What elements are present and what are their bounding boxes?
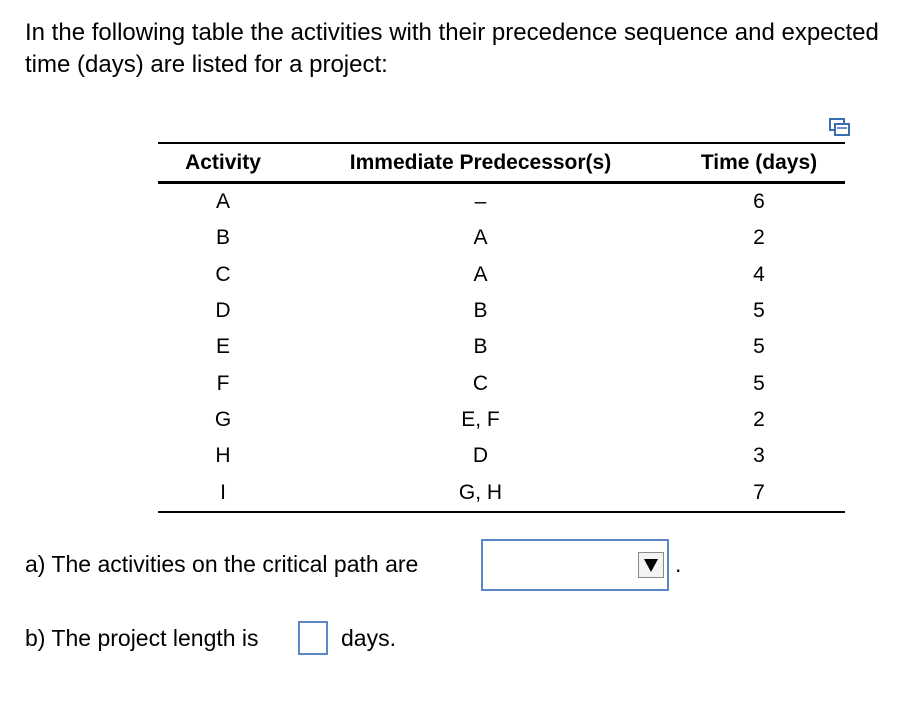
cell-activity: G — [214, 407, 232, 431]
cell-predecessor: A — [473, 262, 488, 286]
table-header-row — [158, 143, 845, 183]
cell-predecessor: G, H — [288, 474, 673, 511]
cell-activity: D — [215, 299, 231, 323]
header-activity: Activity — [158, 143, 288, 183]
critical-path-dropdown[interactable] — [481, 539, 669, 591]
cell-activity: E — [215, 335, 230, 359]
cell-time: 4 — [753, 262, 765, 286]
cell-activity: B — [215, 226, 230, 250]
table-row — [158, 220, 845, 256]
table-row — [158, 293, 845, 329]
question-a-period: . — [675, 551, 682, 577]
cell-time: 3 — [753, 444, 765, 468]
activity-table-container — [158, 142, 845, 513]
cell-time: 5 — [753, 371, 765, 395]
triangle-down-icon[interactable] — [638, 552, 664, 578]
table-row — [158, 438, 845, 474]
header-time: Time (days) — [673, 143, 845, 183]
cell-time: 2 — [753, 407, 765, 431]
table-row — [158, 329, 845, 365]
question-b-text: b) The project length is — [25, 625, 259, 651]
problem-statement-line-1: In the following table the activities with their precedence sequence and expected — [25, 19, 879, 46]
header-predecessor: Immediate Predecessor(s) — [288, 143, 673, 183]
cell-activity: H — [215, 444, 231, 468]
cell-activity: F — [216, 371, 230, 395]
table-row — [158, 183, 845, 221]
problem-statement-line-2: time (days) are listed for a project: — [25, 51, 388, 78]
table-row — [158, 474, 845, 511]
table-row — [158, 402, 845, 438]
cell-time: 5 — [753, 335, 765, 359]
table-row — [158, 365, 845, 401]
table-row — [158, 257, 845, 293]
problem-statement — [25, 17, 911, 81]
cell-predecessor: – — [474, 190, 487, 214]
cell-predecessor: E, F — [461, 407, 500, 431]
cell-time: 7 — [673, 474, 845, 511]
project-length-input[interactable] — [298, 621, 328, 655]
cell-predecessor: C — [472, 371, 489, 395]
cell-activity: A — [215, 190, 230, 214]
cell-predecessor: B — [473, 335, 488, 359]
cell-time: 2 — [753, 226, 765, 250]
cell-activity: C — [215, 262, 231, 286]
cell-predecessor: D — [472, 444, 489, 468]
cell-predecessor: A — [473, 226, 488, 250]
project-length-unit: days. — [341, 625, 396, 651]
cell-time: 5 — [753, 299, 765, 323]
cell-predecessor: B — [473, 299, 488, 323]
cell-time: 6 — [753, 190, 765, 214]
question-a-text: a) The activities on the critical path are — [25, 551, 419, 577]
activity-table — [158, 142, 845, 513]
cell-activity: I — [158, 474, 288, 511]
copy-to-clipboard-icon[interactable] — [828, 117, 852, 137]
